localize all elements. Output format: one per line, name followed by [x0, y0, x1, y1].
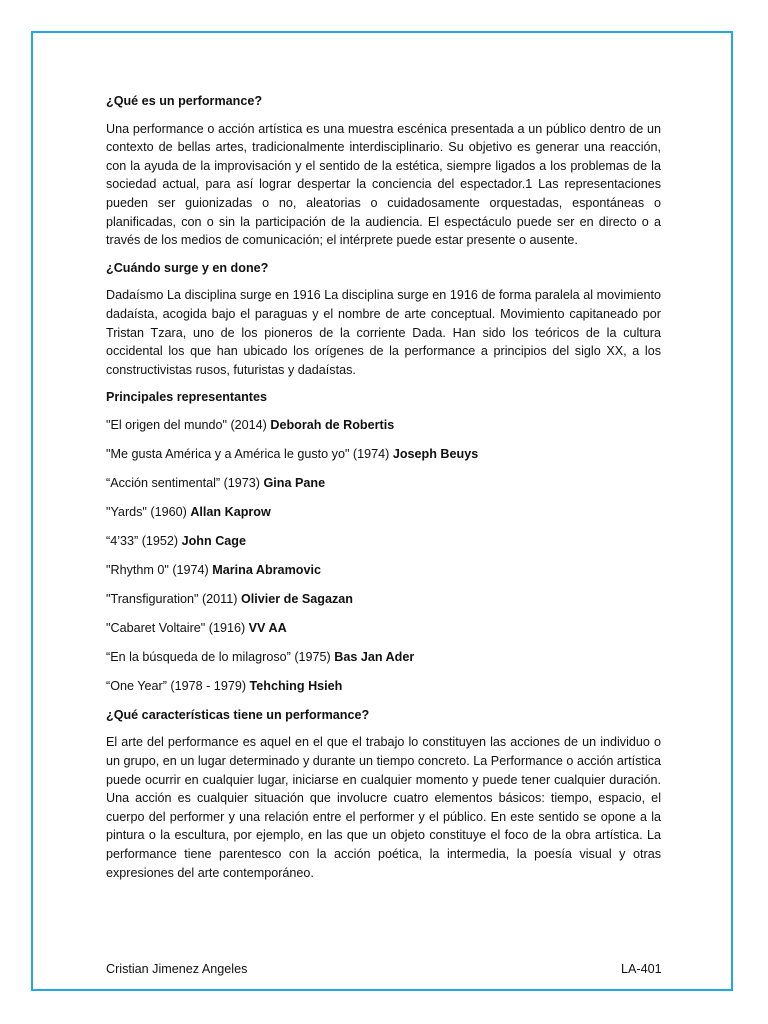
paragraph-definition: Una performance o acción artística es una muestra escénica presentada a un público dentro de un contexto de bellas artes, tradicionalmente interdisciplinario. Su objetivo es generar una reacción, con la ayuda de la improvisación y el sentido de la estética, siempre ligados a los problemas de la sociedad actual, para así lograr despertar la conciencia del espectador.1 Las representaciones pueden ser guionizadas o no, aleatorias o cuidadosamente orquestadas, espontáneas o planificadas, con o sin la participación de la audiencia. El espectáculo puede ser en directo o a través de los medios de comunicación; el intérprete puede estar presente o ausente. — [106, 121, 661, 248]
work-author: Deborah de Robertis — [270, 417, 395, 432]
work-title: “One Year” (1978 - 1979) — [106, 678, 250, 693]
list-item — [106, 503, 661, 522]
work-title: "Cabaret Voltaire" (1916) — [106, 620, 249, 635]
representatives-list — [106, 416, 661, 695]
work-author: Gina Pane — [263, 475, 326, 490]
list-item — [106, 474, 661, 493]
work-title: "Me gusta América y a América le gusto yo" (1974) — [106, 446, 393, 461]
list-item — [106, 619, 661, 638]
list-item — [106, 590, 661, 609]
work-title: “En la búsqueda de lo milagroso” (1975) — [106, 649, 335, 664]
paragraph-origin: Dadaísmo La disciplina surge en 1916 La disciplina surge en 1916 de forma paralela al movimiento dadaísta, acogida bajo el paraguas y el nombre de arte conceptual. Movimiento capitaneado por Tristan Tzara, uno de los pioneros de la corriente Dada. Han sido los teóricos de la cultura occidental los que han ubicado los orígenes de la performance a principios del siglo XX, a los constructivistas rusos, futuristas y dadaístas. — [106, 288, 661, 377]
work-title: “Acción sentimental” (1973) — [106, 475, 264, 490]
heading-what-is-performance: ¿Qué es un performance? — [106, 94, 263, 108]
work-author: Marina Abramovic — [212, 562, 321, 577]
work-title: “4’33” (1952) — [106, 533, 182, 548]
work-title: "Rhythm 0" (1974) — [106, 562, 213, 577]
work-title: "Yards" (1960) — [106, 504, 191, 519]
work-author: Bas Jan Ader — [334, 649, 415, 664]
work-author: Allan Kaprow — [190, 504, 271, 519]
work-title: "El origen del mundo" (2014) — [106, 417, 271, 432]
work-author: Tehching Hsieh — [249, 678, 343, 693]
list-item — [106, 445, 661, 464]
work-title: "Transfiguration" (2011) — [106, 591, 241, 606]
document-body — [106, 92, 661, 891]
work-author: Olivier de Sagazan — [240, 591, 353, 606]
paragraph-characteristics: El arte del performance es aquel en el que el trabajo lo constituyen las acciones de un individuo o un grupo, en un lugar determinado y durante un tiempo concreto. La Performance o acción artística puede ocurrir en cualquier lugar, iniciarse en cualquier momento y puede tener cualquier duración. Una acción es cualquier situación que involucre cuatro elementos básicos: tiempo, espacio, el cuerpo del performer y una relación entre el performer y el público. En este sentido se opone a la pintura o la escultura, por ejemplo, en las que un objeto constituye el foco de la obra artística. La performance tiene parentesco con la acción poética, la intermedia, la poesía visual y otras expresiones del arte contemporáneo. — [106, 735, 661, 880]
heading-representatives: Principales representantes — [106, 390, 267, 405]
list-item — [106, 416, 661, 435]
list-item — [106, 532, 661, 551]
work-author: John Cage — [181, 533, 246, 548]
work-author: Joseph Beuys — [392, 446, 479, 461]
heading-characteristics: ¿Qué características tiene un performance? — [106, 707, 370, 722]
heading-when-where: ¿Cuándo surge y en done? — [106, 260, 269, 275]
footer-author: Cristian Jimenez Angeles — [106, 962, 248, 976]
list-item — [106, 677, 661, 696]
work-author: VV AA — [248, 620, 287, 635]
list-item — [106, 648, 661, 667]
footer-code: LA-401 — [621, 962, 662, 976]
list-item — [106, 561, 661, 580]
